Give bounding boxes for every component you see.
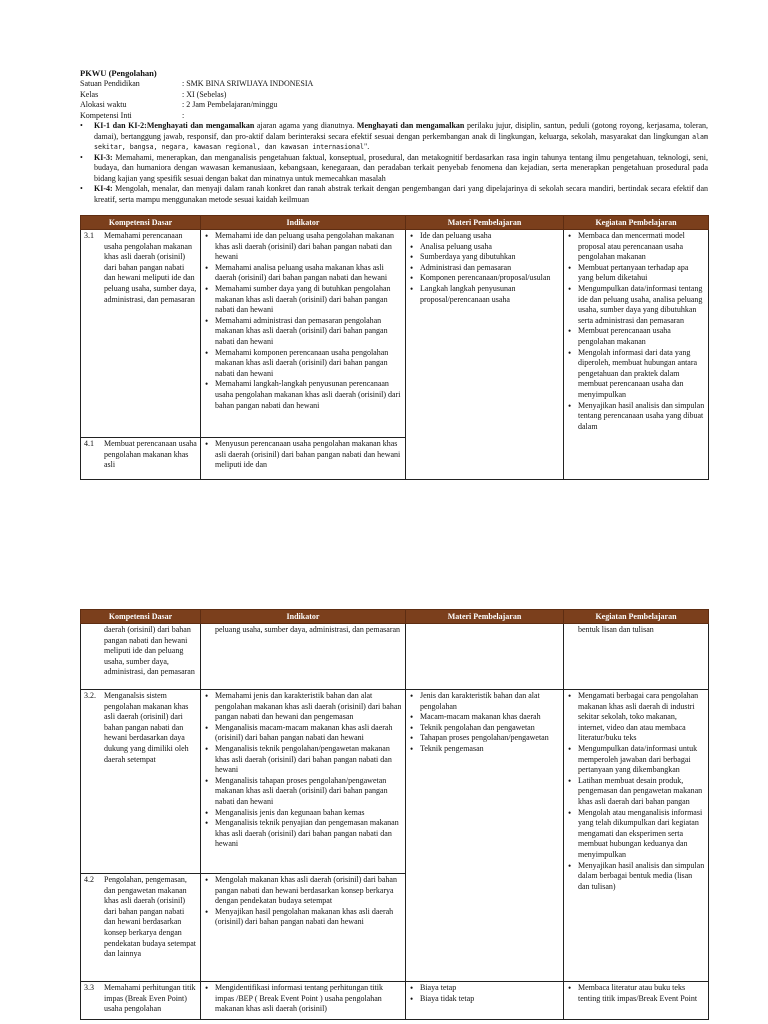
list-item: • Menyusun perencanaan usaha pengolahan makanan khas asli daerah (orisinil) dari bahan pangan nabati dan hewani meliputi ide dan xyxy=(204,439,402,471)
bullet-icon: • xyxy=(80,152,83,162)
list-item: • Menyajikan hasil analisis dan simpulan dalam berbagai bentuk media (lisan dan tulisan) xyxy=(567,861,705,893)
list-item: • Menganalisis macam-macam makanan khas asli daerah (orisinil) dari bahan pangan nabati dan hewani xyxy=(204,723,402,744)
list-item: • Biaya tetap xyxy=(409,983,560,994)
col-kompetensi-dasar: Kompetensi Dasar xyxy=(81,216,201,230)
list-item: • Jenis dan karakteristik bahan dan alat pengolahan xyxy=(409,691,560,712)
indikator-cell xyxy=(201,874,406,982)
table-page-1 xyxy=(80,215,708,480)
ki-1-2: • KI-1 dan KI-2:Menghayati dan mengamalkan ajaran agama yang dianutnya. Menghayati dan mengamalkan perilaku jujur, disiplin, santun, peduli (gotong royong, kerjasama, toleran, damai), bertanggung jawab, responsif, dan pro-aktif dalam berinteraksi secara efektif sesuai dengan perkembangan anak di lingkungan, keluarga, sekolah, masyarakat dan lingkungan alam sekitar, bangsa, negara, kawasan regional, dan kawasan internasional". xyxy=(80,121,709,151)
list-item: • Menganalisis teknik penyajian dan pengemasan makanan khas asli daerah (orisinil) dari bahan pangan nabati dan hewani xyxy=(204,818,402,850)
field-value: : SMK BINA SRIWIJAYA INDONESIA xyxy=(182,79,314,88)
field-value: : xyxy=(182,110,185,120)
list-item: • Memahami ide dan peluang usaha pengolahan makanan khas asli daerah (orisinil) dari bahan pangan nabati dan hewani xyxy=(204,231,402,263)
list-item: • Komponen perencanaan/proposal/usulan xyxy=(409,273,560,284)
list-item: • Menganalisis tahapan proses pengolahan/pengawetan makanan khas asli daerah (orisinil) dari bahan pangan nabati dan hewani xyxy=(204,776,402,808)
list-item: • Mengolah makanan khas asli daerah (orisinil) dari bahan pangan nabati dan hewani berdasarkan konsep berkarya dengan pendekatan budaya setempat xyxy=(204,875,402,907)
materi-cell xyxy=(406,230,564,480)
list-item: • Memahami sumber daya yang di butuhkan pengolahan makanan khas asli daerah (orisinil) dari bahan pangan nabati dan hewani xyxy=(204,284,402,316)
list-item: • Ide dan peluang usaha xyxy=(409,231,560,242)
col-indikator: Indikator xyxy=(201,610,406,624)
list-item: • Memahami analisa peluang usaha makanan khas asli daerah (orisinil) dari bahan pangan nabati dan hewani xyxy=(204,263,402,284)
list-item: • Langkah langkah penyusunan proposal/perencanaan usaha xyxy=(409,284,560,305)
bullet-icon: • xyxy=(80,121,83,130)
list-item: • Teknik pengolahan dan pengawetan xyxy=(409,723,560,734)
col-kegiatan: Kegiatan Pembelajaran xyxy=(564,610,709,624)
list-item: • Mengumpulkan data/informasi tentang ide dan peluang usaha, analisa peluang usaha, sumber daya yang dibutuhkan serta administrasi dan pemasaran xyxy=(567,284,705,326)
list-item: • Sumberdaya yang dibutuhkan xyxy=(409,252,560,263)
ki-3: • KI-3: Memahami, menerapkan, dan menganalisis pengetahuan faktual, konseptual, prosedural, dan metakognitif berdasarkan rasa ingin tahunya tentang ilmu pengetahuan, teknologi, seni, budaya, dan humaniora dengan wawasan kemanusiaan, kebangsaan, kenegaraan, dan peradaban terkait penyebab fenomena dan kejadian, serta menerapkan pengetahuan prosedural pada bidang kajian yang spesifik sesuai dengan bakat dan minatnya untuk memecahkan masalah xyxy=(80,152,708,183)
table-row xyxy=(81,982,709,1020)
list-item: • Macam-macam makanan khas daerah xyxy=(409,712,560,723)
indikator-cell xyxy=(201,230,406,438)
field-value: : 2 Jam Pembelajaran/minggu xyxy=(182,100,278,109)
kegiatan-cell xyxy=(564,982,709,1020)
subject-title: PKWU (Pengolahan) xyxy=(80,68,157,78)
table-header xyxy=(81,216,709,230)
table-row xyxy=(81,690,709,874)
list-item: • Memahami administrasi dan pemasaran pengolahan makanan khas asli daerah (orisinil) dari bahan pangan nabati dan hewani xyxy=(204,316,402,348)
list-item: • Tahapan proses pengolahan/pengawetan xyxy=(409,733,560,744)
ki-4: • KI-4: Mengolah, menalar, dan menyaji dalam ranah konkret dan ranah abstrak terkait dengan pengembangan dari yang dipelajarinya di sekolah secara mandiri, bertindak secara efektif dan kreatif, serta mampu menggunakan metode sesuai kaidah keilmuan xyxy=(80,184,708,204)
list-item: • Membaca dan mencermati model proposal atau perencanaan usaha pengolahan makanan xyxy=(567,231,705,263)
indikator-cell xyxy=(201,982,406,1020)
field-value: : XI (Sebelas) xyxy=(182,89,227,99)
list-item: • Memahami jenis dan karakteristik bahan dan alat pengolahan makanan khas asli daerah (orisinil) dari bahan pangan nabati dan hewani dan pengemasan xyxy=(204,691,402,723)
list-item: • Membuat pertanyaan terhadap apa yang belum diketahui xyxy=(567,263,705,284)
bullet-icon: • xyxy=(80,184,83,193)
col-indikator: Indikator xyxy=(201,216,406,230)
kegiatan-cell: bentuk lisan dan tulisan xyxy=(564,624,709,690)
kd-cell: 3.2. Menganalsis sistem pengolahan makanan khas asli daerah (orisinil) dari bahan pangan nabati dan hewani berdasarkan daya dukung yang dimiliki oleh daerah setempat xyxy=(81,690,201,874)
list-item: • Membuat perencanaan usaha pengolahan makanan xyxy=(567,326,705,347)
list-item: • Menyajikan hasil pengolahan makanan khas asli daerah (orisinil) dari bahan pangan nabati dan hewani xyxy=(204,907,402,928)
list-item: • Latihan membuat desain produk, pengemasan dan pengawetan makanan khas asli daerah dari bahan pangan xyxy=(567,776,705,808)
list-item: • Memahami komponen perencanaan usaha pengolahan makanan khas asli daerah (orisinil) dari bahan pangan nabati dan hewani xyxy=(204,348,402,380)
field-satuan xyxy=(80,79,708,90)
col-kompetensi-dasar: Kompetensi Dasar xyxy=(81,610,201,624)
col-materi: Materi Pembelajaran xyxy=(406,610,564,624)
kd-cell: 4.2 Pengolahan, pengemasan, dan pengawetan makanan khas asli daerah (orisinil) dari bahan pangan nabati dan hewani berdasarkan konsep berkarya dengan pendekatan budaya setempat dan lainnya xyxy=(81,874,201,982)
materi-cell xyxy=(406,624,564,690)
materi-cell xyxy=(406,982,564,1020)
field-kompetensi-inti xyxy=(80,111,708,122)
document-header xyxy=(80,68,708,205)
kd-table-2 xyxy=(80,609,709,1020)
indikator-cell: peluang usaha, sumber daya, administrasi, dan pemasaran xyxy=(201,624,406,690)
field-label: Kelas xyxy=(80,89,99,99)
kegiatan-cell xyxy=(564,230,709,480)
list-item: • Memahami langkah-langkah penyusunan perencanaan usaha pengolahan makanan khas asli daerah (orisinil) dari bahan pangan nabati dan hewani xyxy=(204,379,402,411)
table-row xyxy=(81,624,709,690)
indikator-cell xyxy=(201,690,406,874)
kegiatan-cell xyxy=(564,690,709,982)
field-alokasi xyxy=(80,100,708,111)
kd-cell: 3.1 Memahami perencanaan usaha pengolahan makanan khas asli daerah (orisinil) dari bahan pangan nabati dan hewani meliputi ide dan peluang usaha, sumber daya, administrasi, dan pemasaran xyxy=(81,230,201,438)
list-item: • Teknik pengemasan xyxy=(409,744,560,755)
table-page-2 xyxy=(80,609,708,1020)
indikator-cell xyxy=(201,438,406,480)
list-item: • Mengidentifikasi informasi tentang perhitungan titik impas /BEP ( Break Event Point ) usaha pengolahan makanan khas asli daerah (orisinil) xyxy=(204,983,402,1015)
col-materi: Materi Pembelajaran xyxy=(406,216,564,230)
list-item: • Membaca literatur atau buku teks tenting titik impas/Break Event Point xyxy=(567,983,705,1004)
materi-cell xyxy=(406,690,564,982)
list-item: • Mengamati berbagai cara pengolahan makanan khas asli daerah di industri sekitar sekolah, toko makanan, internet, video dan atau membaca literatur/buku teks xyxy=(567,691,705,744)
kd-cell: 4.1 Membuat perencanaan usaha pengolahan makanan khas asli xyxy=(81,438,201,480)
field-label: Kompetensi Inti xyxy=(80,110,132,120)
list-item: • Mengolah informasi dari data yang diperoleh, membuat hubungan antara pengetahuan dan praktek dalam membuat perencanaan usaha dan menyimpulkan xyxy=(567,348,705,401)
list-item: • Menganalisis jenis dan kegunaan bahan kemas xyxy=(204,808,402,819)
table-row xyxy=(81,230,709,438)
field-label: Satuan Pendidikan xyxy=(80,79,140,88)
kd-cell: 3.3 Memahami perhitungan titik impas (Break Even Point) usaha pengolahan xyxy=(81,982,201,1020)
list-item: • Menyajikan hasil analisis dan simpulan tentang perencanaan usaha yang dibuat dalam xyxy=(567,401,705,433)
list-item: • Analisa peluang usaha xyxy=(409,242,560,253)
field-kelas xyxy=(80,90,708,101)
table-header xyxy=(81,610,709,624)
col-kegiatan: Kegiatan Pembelajaran xyxy=(564,216,709,230)
list-item: • Menganalisis teknik pengolahan/pengawetan makanan khas asli daerah (orisinil) dari bahan pangan nabati dan hewani xyxy=(204,744,402,776)
list-item: • Mengolah atau menganalisis informasi yang telah dikumpulkan dari kegiatan mengamati dan eksperimen serta membuat hubungan keduanya dan menyimpulkan xyxy=(567,808,705,861)
field-label: Alokasi waktu xyxy=(80,100,127,109)
list-item: • Biaya tidak tetap xyxy=(409,994,560,1005)
list-item: • Mengumpulkan data/informasi untuk memperoleh jawaban dari berbagai pertanyaan yang dikembangkan xyxy=(567,744,705,776)
kd-cell: daerah (orisinil) dari bahan pangan nabati dan hewani meliputi ide dan peluang usaha, sumber daya, administrasi, dan pemasaran xyxy=(81,624,201,690)
list-item: • Administrasi dan pemasaran xyxy=(409,263,560,274)
kd-table-1 xyxy=(80,215,709,480)
